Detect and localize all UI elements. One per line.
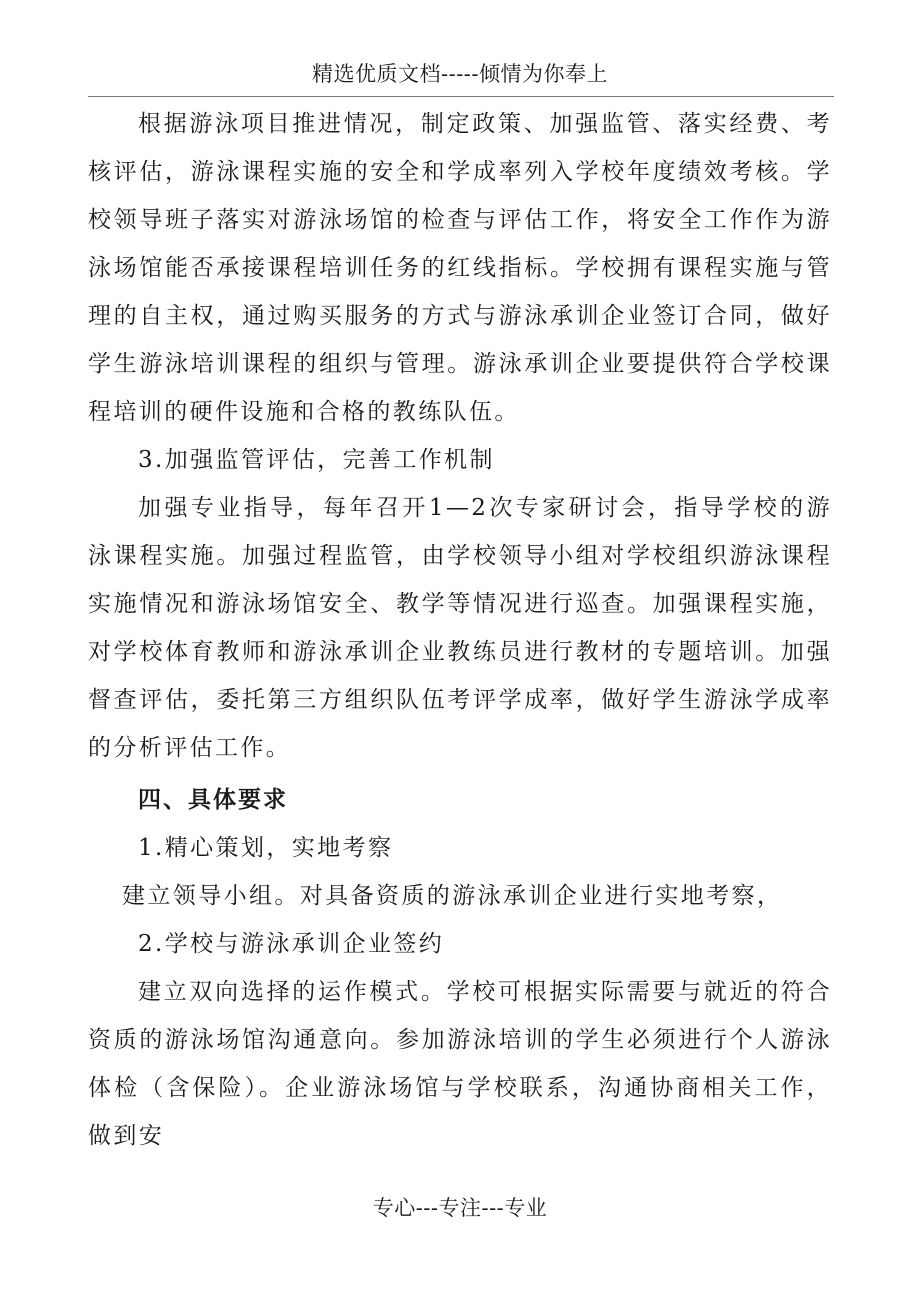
item-3-title: 3.加强监管评估，完善工作机制 [138, 447, 495, 473]
paragraph-selection-mode: 建立双向选择的运作模式。学校可根据实际需要与就近的符合资质的游泳场馆沟通意向。参加游泳培训的学生必须进行个人游泳体检（含保险）。企业游泳场馆与学校联系，沟通协商相关工作，做到安 [88, 979, 832, 1149]
paragraph-supervision: 加强专业指导，每年召开1—2次专家研讨会，指导学校的游泳课程实施。加强过程监管，由学校领导小组对学校组织游泳课程实施情况和游泳场馆安全、教学等情况进行巡查。加强课程实施，对学校体育教师和游泳承训企业教练员进行教材的专题培训。加强督查评估，委托第三方组织队伍考评学成率，做好学生游泳学成率的分析评估工作。 [88, 495, 832, 761]
item-1-title: 1.精心策划，实地考察 [138, 835, 394, 861]
section-4-heading: 四、具体要求 [138, 787, 288, 813]
document-body [88, 100, 832, 1160]
paragraph-leadership-group: 建立领导小组。对具备资质的游泳承训企业进行实地考察， [122, 883, 783, 909]
page-header: 精选优质文档-----倾情为你奉上 [312, 62, 608, 86]
item-2-title: 2.学校与游泳承训企业签约 [138, 931, 445, 957]
paragraph-policy: 根据游泳项目推进情况，制定政策、加强监管、落实经费、考核评估，游泳课程实施的安全和学成率列入学校年度绩效考核。学校领导班子落实对游泳场馆的检查与评估工作，将安全工作作为游泳场馆能否承接课程培训任务的红线指标。学校拥有课程实施与管理的自主权，通过购买服务的方式与游泳承训企业签订合同，做好学生游泳培训课程的组织与管理。游泳承训企业要提供符合学校课程培训的硬件设施和合格的教练队伍。 [88, 111, 832, 425]
header-divider [88, 96, 834, 97]
page-footer: 专心---专注---专业 [372, 1196, 548, 1220]
